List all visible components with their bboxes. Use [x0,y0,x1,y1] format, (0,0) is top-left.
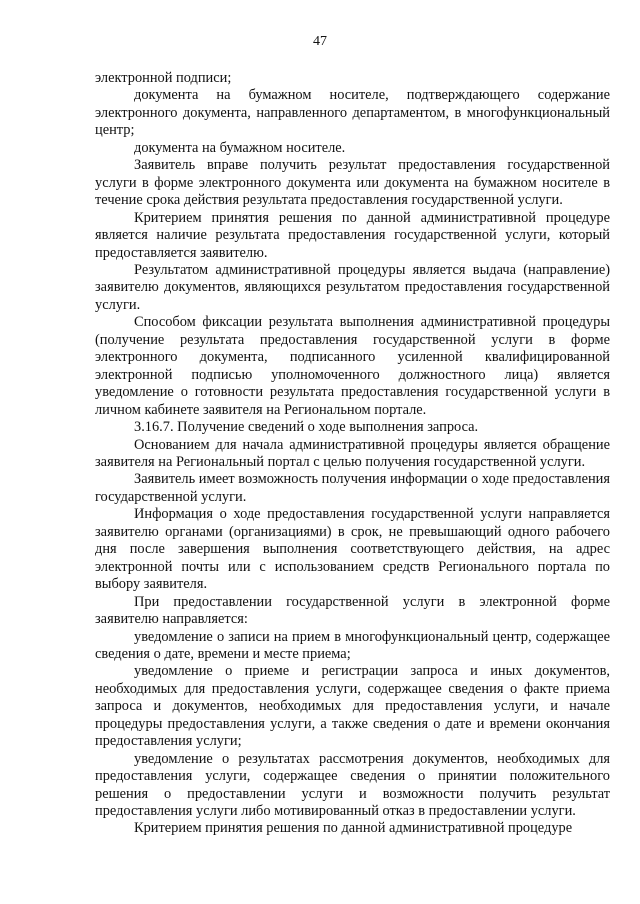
list-item: уведомление о результатах рассмотрения документов, необходимых для предоставления услуги, содержащее сведения о принятии положительного решения о предоставлении услуги и возможности получить результат предоставления услуги либо мотивированный отказ в предоставлении услуги. [95,750,610,820]
paragraph: электронной подписи; [95,70,232,86]
list-item: уведомление о записи на прием в многофункциональный центр, содержащее сведения о дате, времени и месте приема; [95,628,610,662]
paragraph: Критерием принятия решения по данной административной процедуре [134,820,573,837]
list-item: уведомление о приеме и регистрации запроса и иных документов, необходимых для предоставления услуги, содержащее сведения о факте приема запроса и документов, необходимых для предоставления услуги, и начале процедуры предоставления услуги, а также сведения о дате и времени окончания предоставления услуги; [95,663,610,750]
paragraph: документа на бумажном носителе, подтверждающего содержание электронного документа, направленного департаментом, в многофункциональный центр; [95,87,610,139]
paragraph: Заявитель имеет возможность получения информации о ходе предоставления государственной услуги. [95,471,610,505]
page-number: 47 [313,34,327,49]
paragraph: Критерием принятия решения по данной административной процедуре является наличие результата предоставления государственной услуги, который предоставляется заявителю. [95,209,610,261]
paragraph: Основанием для начала административной процедуры является обращение заявителя на Региональный портал с целью получения государственной услуги. [95,436,610,470]
document-body [95,70,610,838]
paragraph: Способом фиксации результата выполнения административной процедуры (получение результата предоставления государственной услуги в форме электронного документа, подписанного усиленной квалифицированной электронной подписью уполномоченного должностного лица) является уведомление о готовности результата предоставления государственной услуги в личном кабинете заявителя на Региональном портале. [95,314,610,418]
paragraph: Заявитель вправе получить результат предоставления государственной услуги в форме электронного документа или документа на бумажном носителе в течение срока действия результата предоставления государственной услуги. [95,157,610,209]
paragraph: При предоставлении государственной услуги в электронной форме заявителю направляется: [95,593,610,628]
paragraph: Результатом административной процедуры является выдача (направление) заявителю документов, являющихся результатом предоставления государственной услуги. [95,261,610,313]
section-heading: 3.16.7. Получение сведений о ходе выполнения запроса. [134,419,479,436]
paragraph: документа на бумажном носителе. [134,139,346,156]
paragraph: Информация о ходе предоставления государственной услуги направляется заявителю органами (организациями) в срок, не превышающий одного рабочего дня после завершения выполнения соответствующего действия, на адрес электронной почты или с использованием средств Регионального портала по выбору заявителя. [95,506,610,593]
